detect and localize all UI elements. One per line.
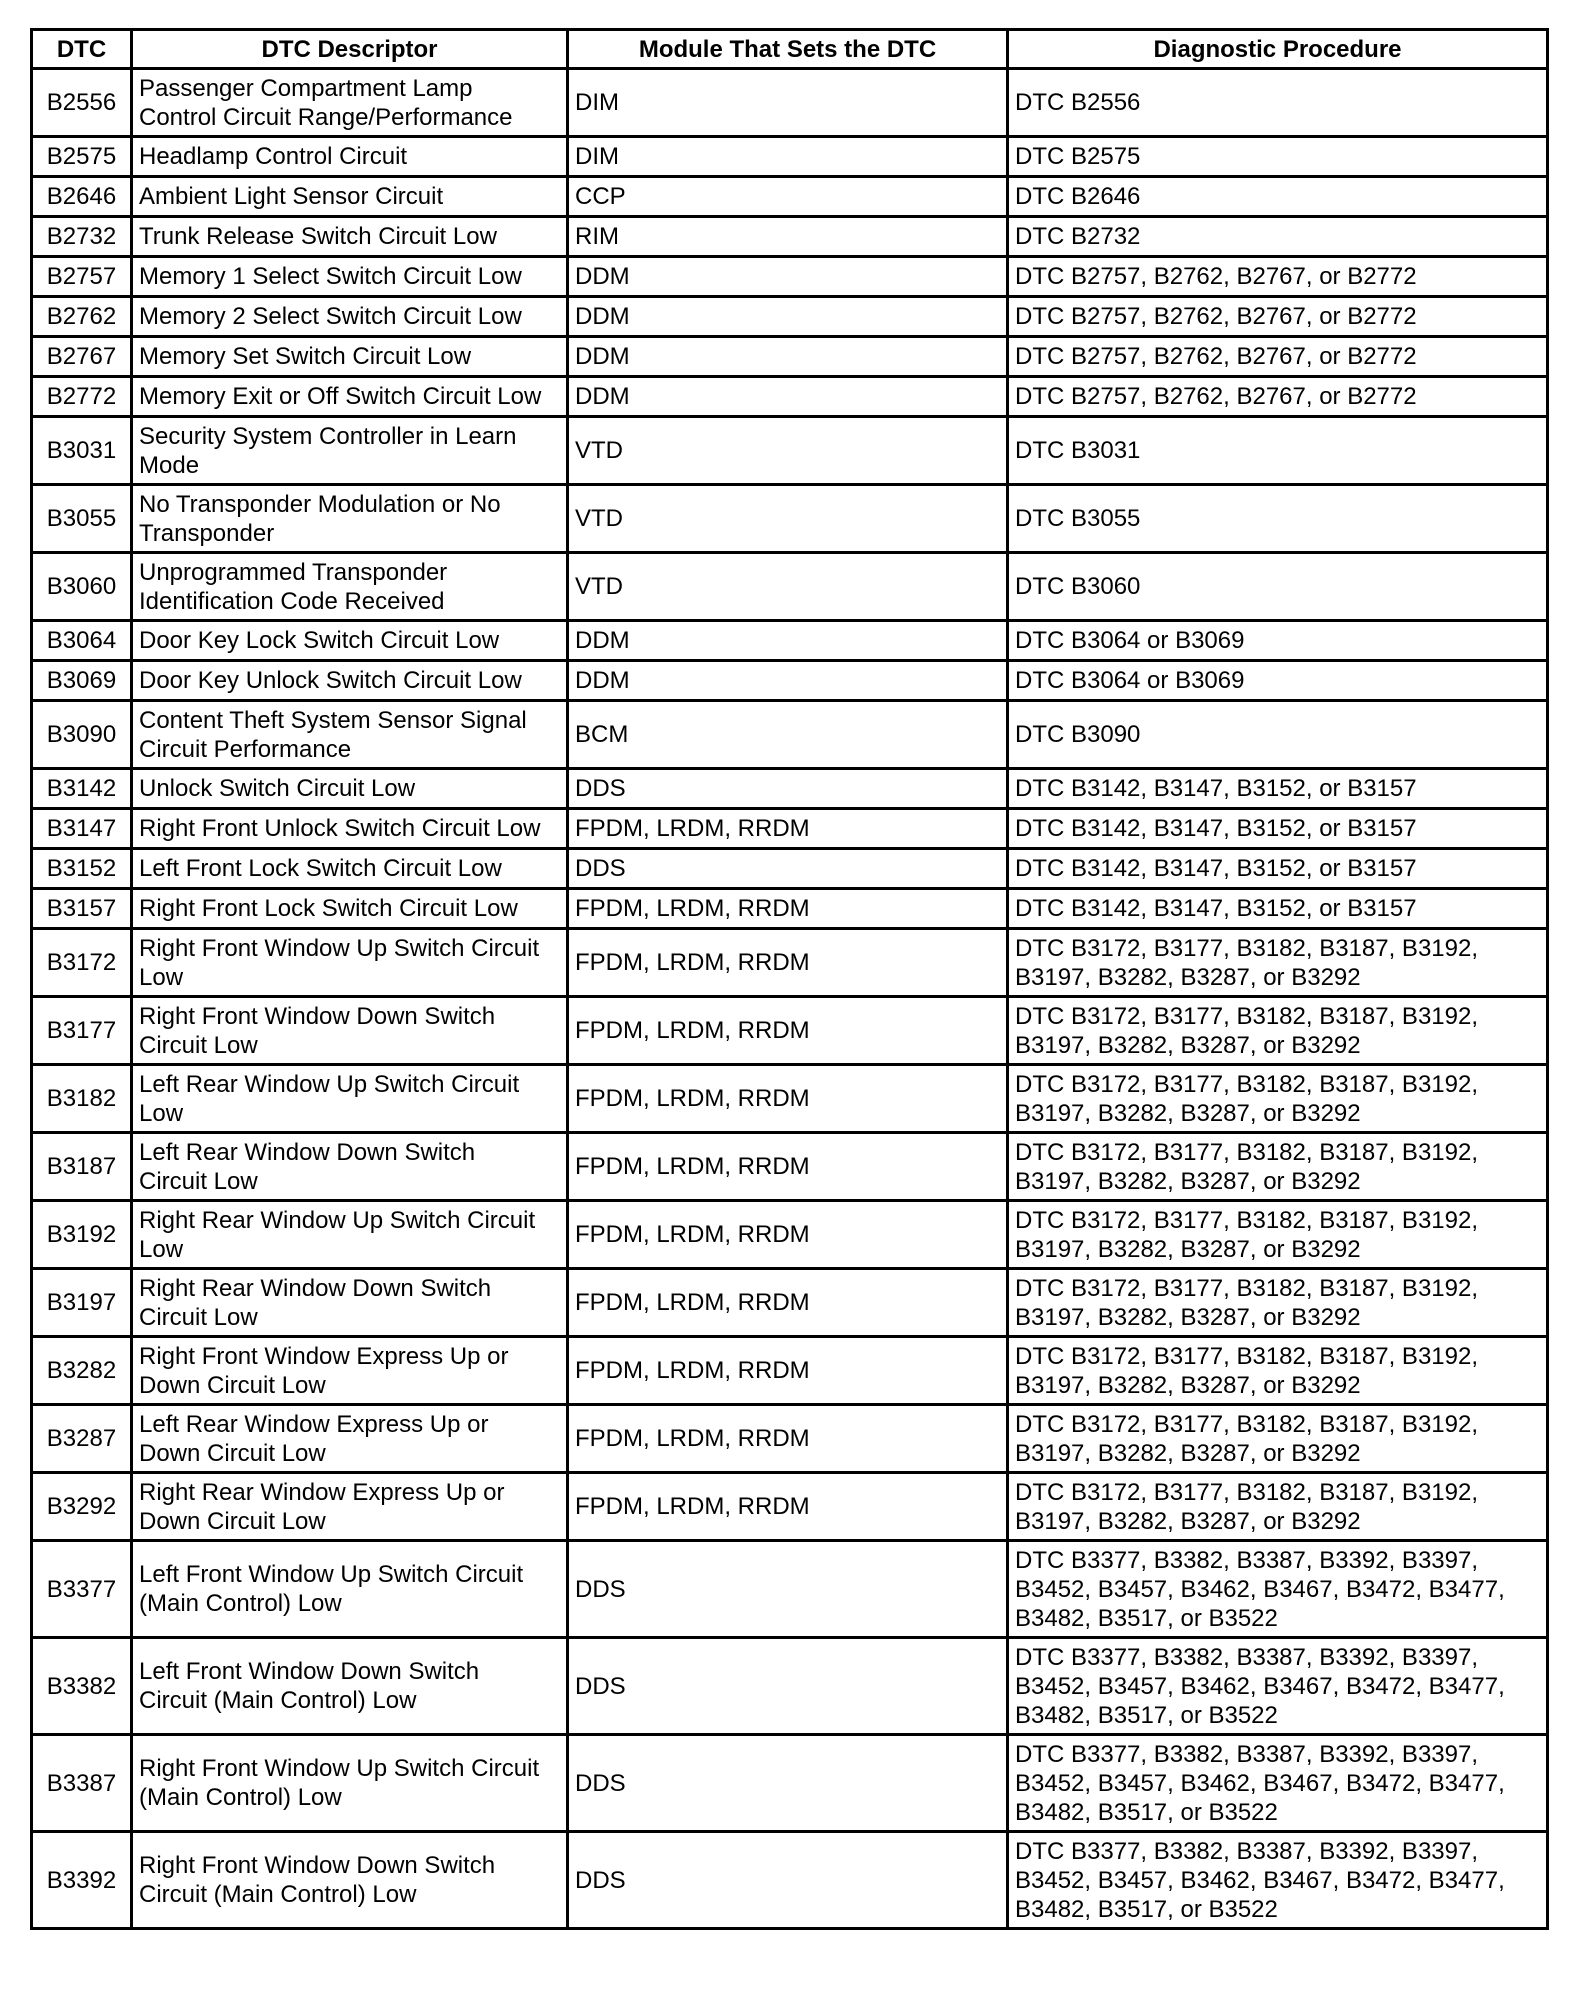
cell-dtc: B2767 xyxy=(32,337,132,377)
table-row xyxy=(32,809,1548,849)
cell-dtc-descriptor: Left Rear Window Down Switch Circuit Low xyxy=(132,1133,568,1201)
table-row xyxy=(32,337,1548,377)
table-row xyxy=(32,485,1548,553)
cell-dtc: B2646 xyxy=(32,177,132,217)
cell-dtc: B3142 xyxy=(32,769,132,809)
cell-dtc-descriptor: Door Key Unlock Switch Circuit Low xyxy=(132,661,568,701)
cell-diagnostic-procedure: DTC B3172, B3177, B3182, B3187, B3192, B3197, B3282, B3287, or B3292 xyxy=(1008,1337,1548,1405)
cell-module: DDM xyxy=(568,661,1008,701)
cell-dtc: B3187 xyxy=(32,1133,132,1201)
cell-diagnostic-procedure: DTC B2757, B2762, B2767, or B2772 xyxy=(1008,257,1548,297)
cell-diagnostic-procedure: DTC B3172, B3177, B3182, B3187, B3192, B3197, B3282, B3287, or B3292 xyxy=(1008,997,1548,1065)
cell-module: FPDM, LRDM, RRDM xyxy=(568,1133,1008,1201)
cell-dtc-descriptor: Right Front Window Up Switch Circuit Low xyxy=(132,929,568,997)
cell-diagnostic-procedure: DTC B3090 xyxy=(1008,701,1548,769)
table-row xyxy=(32,177,1548,217)
table-row xyxy=(32,137,1548,177)
cell-module: DDS xyxy=(568,1735,1008,1832)
cell-diagnostic-procedure: DTC B3172, B3177, B3182, B3187, B3192, B3197, B3282, B3287, or B3292 xyxy=(1008,1269,1548,1337)
cell-dtc-descriptor: Left Front Window Down Switch Circuit (Main Control) Low xyxy=(132,1638,568,1735)
cell-module: FPDM, LRDM, RRDM xyxy=(568,889,1008,929)
cell-dtc-descriptor: Memory Set Switch Circuit Low xyxy=(132,337,568,377)
cell-module: FPDM, LRDM, RRDM xyxy=(568,1269,1008,1337)
cell-diagnostic-procedure: DTC B2732 xyxy=(1008,217,1548,257)
header-diagnostic-procedure: Diagnostic Procedure xyxy=(1008,30,1548,69)
cell-dtc: B3292 xyxy=(32,1473,132,1541)
cell-dtc-descriptor: Right Front Unlock Switch Circuit Low xyxy=(132,809,568,849)
table-row xyxy=(32,621,1548,661)
header-row xyxy=(32,30,1548,69)
cell-dtc-descriptor: No Transponder Modulation or No Transponder xyxy=(132,485,568,553)
cell-dtc: B3282 xyxy=(32,1337,132,1405)
cell-module: VTD xyxy=(568,553,1008,621)
cell-dtc: B3177 xyxy=(32,997,132,1065)
table-row xyxy=(32,1337,1548,1405)
cell-module: DIM xyxy=(568,137,1008,177)
cell-dtc-descriptor: Left Front Lock Switch Circuit Low xyxy=(132,849,568,889)
dtc-table xyxy=(30,28,1549,1930)
cell-dtc-descriptor: Right Front Window Express Up or Down Circuit Low xyxy=(132,1337,568,1405)
cell-module: FPDM, LRDM, RRDM xyxy=(568,1405,1008,1473)
cell-dtc-descriptor: Headlamp Control Circuit xyxy=(132,137,568,177)
cell-dtc: B3172 xyxy=(32,929,132,997)
cell-diagnostic-procedure: DTC B3172, B3177, B3182, B3187, B3192, B3197, B3282, B3287, or B3292 xyxy=(1008,1065,1548,1133)
table-row xyxy=(32,1405,1548,1473)
cell-dtc-descriptor: Left Rear Window Express Up or Down Circuit Low xyxy=(132,1405,568,1473)
cell-diagnostic-procedure: DTC B3142, B3147, B3152, or B3157 xyxy=(1008,769,1548,809)
table-row xyxy=(32,1473,1548,1541)
cell-diagnostic-procedure: DTC B3377, B3382, B3387, B3392, B3397, B3452, B3457, B3462, B3467, B3472, B3477, B3482, B3517, or B3522 xyxy=(1008,1541,1548,1638)
cell-dtc: B3147 xyxy=(32,809,132,849)
cell-module: DIM xyxy=(568,69,1008,137)
table-row xyxy=(32,1065,1548,1133)
cell-module: DDM xyxy=(568,621,1008,661)
cell-dtc: B3055 xyxy=(32,485,132,553)
cell-dtc-descriptor: Passenger Compartment Lamp Control Circuit Range/Performance xyxy=(132,69,568,137)
cell-module: VTD xyxy=(568,485,1008,553)
table-row xyxy=(32,929,1548,997)
cell-diagnostic-procedure: DTC B3172, B3177, B3182, B3187, B3192, B3197, B3282, B3287, or B3292 xyxy=(1008,929,1548,997)
cell-dtc-descriptor: Right Front Window Down Switch Circuit (Main Control) Low xyxy=(132,1832,568,1929)
cell-dtc-descriptor: Trunk Release Switch Circuit Low xyxy=(132,217,568,257)
cell-diagnostic-procedure: DTC B3064 or B3069 xyxy=(1008,661,1548,701)
cell-module: DDM xyxy=(568,297,1008,337)
cell-dtc: B3287 xyxy=(32,1405,132,1473)
cell-dtc: B3060 xyxy=(32,553,132,621)
table-row xyxy=(32,1638,1548,1735)
cell-dtc: B3090 xyxy=(32,701,132,769)
cell-dtc-descriptor: Unlock Switch Circuit Low xyxy=(132,769,568,809)
table-row xyxy=(32,1269,1548,1337)
table-row xyxy=(32,377,1548,417)
cell-dtc: B3392 xyxy=(32,1832,132,1929)
cell-dtc-descriptor: Right Rear Window Down Switch Circuit Low xyxy=(132,1269,568,1337)
header-dtc: DTC xyxy=(32,30,132,69)
cell-dtc: B3157 xyxy=(32,889,132,929)
cell-dtc: B3377 xyxy=(32,1541,132,1638)
cell-diagnostic-procedure: DTC B2556 xyxy=(1008,69,1548,137)
cell-module: DDM xyxy=(568,337,1008,377)
cell-module: FPDM, LRDM, RRDM xyxy=(568,929,1008,997)
cell-dtc-descriptor: Memory Exit or Off Switch Circuit Low xyxy=(132,377,568,417)
cell-diagnostic-procedure: DTC B3064 or B3069 xyxy=(1008,621,1548,661)
cell-module: DDS xyxy=(568,1832,1008,1929)
cell-module: DDM xyxy=(568,377,1008,417)
cell-diagnostic-procedure: DTC B3377, B3382, B3387, B3392, B3397, B3452, B3457, B3462, B3467, B3472, B3477, B3482, B3517, or B3522 xyxy=(1008,1638,1548,1735)
cell-module: FPDM, LRDM, RRDM xyxy=(568,1473,1008,1541)
table-header xyxy=(32,30,1548,69)
cell-dtc: B2556 xyxy=(32,69,132,137)
cell-dtc: B3064 xyxy=(32,621,132,661)
cell-dtc-descriptor: Content Theft System Sensor Signal Circuit Performance xyxy=(132,701,568,769)
cell-module: FPDM, LRDM, RRDM xyxy=(568,1337,1008,1405)
cell-dtc: B2575 xyxy=(32,137,132,177)
cell-diagnostic-procedure: DTC B3142, B3147, B3152, or B3157 xyxy=(1008,849,1548,889)
table-row xyxy=(32,1541,1548,1638)
cell-dtc: B3182 xyxy=(32,1065,132,1133)
cell-module: CCP xyxy=(568,177,1008,217)
cell-module: FPDM, LRDM, RRDM xyxy=(568,1065,1008,1133)
cell-diagnostic-procedure: DTC B2646 xyxy=(1008,177,1548,217)
cell-module: DDS xyxy=(568,1541,1008,1638)
cell-dtc: B3387 xyxy=(32,1735,132,1832)
cell-diagnostic-procedure: DTC B3142, B3147, B3152, or B3157 xyxy=(1008,809,1548,849)
table-row xyxy=(32,1735,1548,1832)
table-row xyxy=(32,849,1548,889)
table-row xyxy=(32,889,1548,929)
cell-diagnostic-procedure: DTC B2575 xyxy=(1008,137,1548,177)
cell-dtc-descriptor: Memory 1 Select Switch Circuit Low xyxy=(132,257,568,297)
cell-dtc: B3031 xyxy=(32,417,132,485)
cell-dtc: B3152 xyxy=(32,849,132,889)
table-row xyxy=(32,661,1548,701)
cell-dtc-descriptor: Security System Controller in Learn Mode xyxy=(132,417,568,485)
cell-diagnostic-procedure: DTC B2757, B2762, B2767, or B2772 xyxy=(1008,337,1548,377)
cell-diagnostic-procedure: DTC B3172, B3177, B3182, B3187, B3192, B3197, B3282, B3287, or B3292 xyxy=(1008,1201,1548,1269)
cell-diagnostic-procedure: DTC B3377, B3382, B3387, B3392, B3397, B3452, B3457, B3462, B3467, B3472, B3477, B3482, B3517, or B3522 xyxy=(1008,1832,1548,1929)
table-row xyxy=(32,417,1548,485)
cell-module: DDS xyxy=(568,1638,1008,1735)
cell-module: DDS xyxy=(568,849,1008,889)
cell-dtc-descriptor: Ambient Light Sensor Circuit xyxy=(132,177,568,217)
cell-dtc: B2762 xyxy=(32,297,132,337)
cell-module: RIM xyxy=(568,217,1008,257)
table-row xyxy=(32,553,1548,621)
cell-dtc-descriptor: Right Front Window Down Switch Circuit Low xyxy=(132,997,568,1065)
table-body xyxy=(32,69,1548,1929)
cell-dtc: B2772 xyxy=(32,377,132,417)
cell-dtc: B2757 xyxy=(32,257,132,297)
cell-diagnostic-procedure: DTC B3377, B3382, B3387, B3392, B3397, B3452, B3457, B3462, B3467, B3472, B3477, B3482, B3517, or B3522 xyxy=(1008,1735,1548,1832)
table-row xyxy=(32,701,1548,769)
cell-dtc-descriptor: Right Rear Window Express Up or Down Circuit Low xyxy=(132,1473,568,1541)
cell-dtc-descriptor: Unprogrammed Transponder Identification Code Received xyxy=(132,553,568,621)
cell-dtc-descriptor: Left Rear Window Up Switch Circuit Low xyxy=(132,1065,568,1133)
cell-dtc: B3069 xyxy=(32,661,132,701)
table-row xyxy=(32,1201,1548,1269)
cell-diagnostic-procedure: DTC B3060 xyxy=(1008,553,1548,621)
cell-dtc: B3192 xyxy=(32,1201,132,1269)
cell-dtc-descriptor: Left Front Window Up Switch Circuit (Main Control) Low xyxy=(132,1541,568,1638)
table-row xyxy=(32,769,1548,809)
header-module: Module That Sets the DTC xyxy=(568,30,1008,69)
cell-dtc: B3197 xyxy=(32,1269,132,1337)
cell-diagnostic-procedure: DTC B3142, B3147, B3152, or B3157 xyxy=(1008,889,1548,929)
cell-module: FPDM, LRDM, RRDM xyxy=(568,1201,1008,1269)
cell-diagnostic-procedure: DTC B3055 xyxy=(1008,485,1548,553)
cell-dtc-descriptor: Right Front Window Up Switch Circuit (Main Control) Low xyxy=(132,1735,568,1832)
table-row xyxy=(32,297,1548,337)
cell-diagnostic-procedure: DTC B3172, B3177, B3182, B3187, B3192, B3197, B3282, B3287, or B3292 xyxy=(1008,1473,1548,1541)
table-row xyxy=(32,257,1548,297)
cell-diagnostic-procedure: DTC B2757, B2762, B2767, or B2772 xyxy=(1008,377,1548,417)
cell-module: DDS xyxy=(568,769,1008,809)
cell-dtc: B2732 xyxy=(32,217,132,257)
table-row xyxy=(32,1832,1548,1929)
cell-diagnostic-procedure: DTC B3172, B3177, B3182, B3187, B3192, B3197, B3282, B3287, or B3292 xyxy=(1008,1405,1548,1473)
cell-diagnostic-procedure: DTC B3031 xyxy=(1008,417,1548,485)
table-row xyxy=(32,997,1548,1065)
cell-diagnostic-procedure: DTC B3172, B3177, B3182, B3187, B3192, B3197, B3282, B3287, or B3292 xyxy=(1008,1133,1548,1201)
cell-dtc-descriptor: Door Key Lock Switch Circuit Low xyxy=(132,621,568,661)
header-dtc-descriptor: DTC Descriptor xyxy=(132,30,568,69)
cell-module: FPDM, LRDM, RRDM xyxy=(568,809,1008,849)
cell-module: DDM xyxy=(568,257,1008,297)
table-row xyxy=(32,69,1548,137)
cell-dtc-descriptor: Right Front Lock Switch Circuit Low xyxy=(132,889,568,929)
cell-dtc-descriptor: Memory 2 Select Switch Circuit Low xyxy=(132,297,568,337)
table-row xyxy=(32,217,1548,257)
cell-dtc-descriptor: Right Rear Window Up Switch Circuit Low xyxy=(132,1201,568,1269)
cell-module: FPDM, LRDM, RRDM xyxy=(568,997,1008,1065)
cell-dtc: B3382 xyxy=(32,1638,132,1735)
cell-diagnostic-procedure: DTC B2757, B2762, B2767, or B2772 xyxy=(1008,297,1548,337)
cell-module: BCM xyxy=(568,701,1008,769)
table-row xyxy=(32,1133,1548,1201)
cell-module: VTD xyxy=(568,417,1008,485)
